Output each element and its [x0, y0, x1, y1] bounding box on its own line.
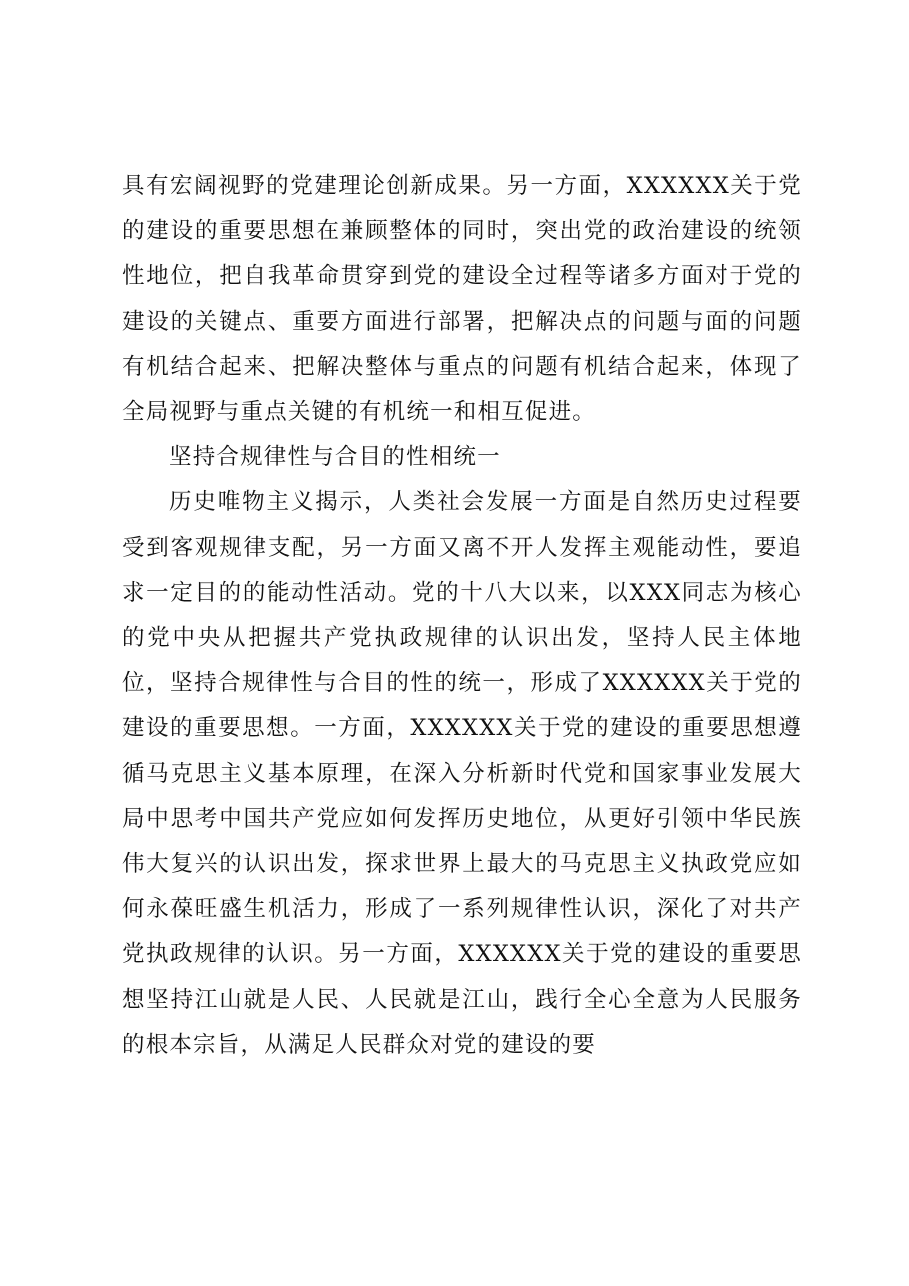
section-heading: 坚持合规律性与合目的性相统一	[169, 444, 501, 471]
document-body	[122, 164, 802, 1068]
paragraph: 历史唯物主义揭示，人类社会发展一方面是自然历史过程要受到客观规律支配，另一方面又离不开人发挥主观能动性，要追求一定目的的能动性活动。党的十八大以来，以XXX同志为核心的党中央从把握共产党执政规律的认识出发，坚持人民主体地位，坚持合规律性与合目的性的统一，形成了XXXXXX关于党的建设的重要思想。一方面，XXXXXX关于党的建设的重要思想遵循马克思主义基本原理，在深入分析新时代党和国家事业发展大局中思考中国共产党应如何发挥历史地位，从更好引领中华民族伟大复兴的认识出发，探求世界上最大的马克思主义执政党应如何永葆旺盛生机活力，形成了一系列规律性认识，深化了对共产党执政规律的认识。另一方面，XXXXXX关于党的建设的重要思想坚持江山就是人民、人民就是江山，践行全心全意为人民服务的根本宗旨，从满足人民群众对党的建设的要	[122, 489, 802, 1058]
paragraph-continued: 具有宏阔视野的党建理论创新成果。另一方面，XXXXXX关于党的建设的重要思想在兼顾整体的同时，突出党的政治建设的统领性地位，把自我革命贯穿到党的建设全过程等诸多方面对于党的建设的关键点、重要方面进行部署，把解决点的问题与面的问题有机结合起来、把解决整体与重点的问题有机结合起来，体现了全局视野与重点关键的有机统一和相互促进。	[122, 173, 802, 426]
